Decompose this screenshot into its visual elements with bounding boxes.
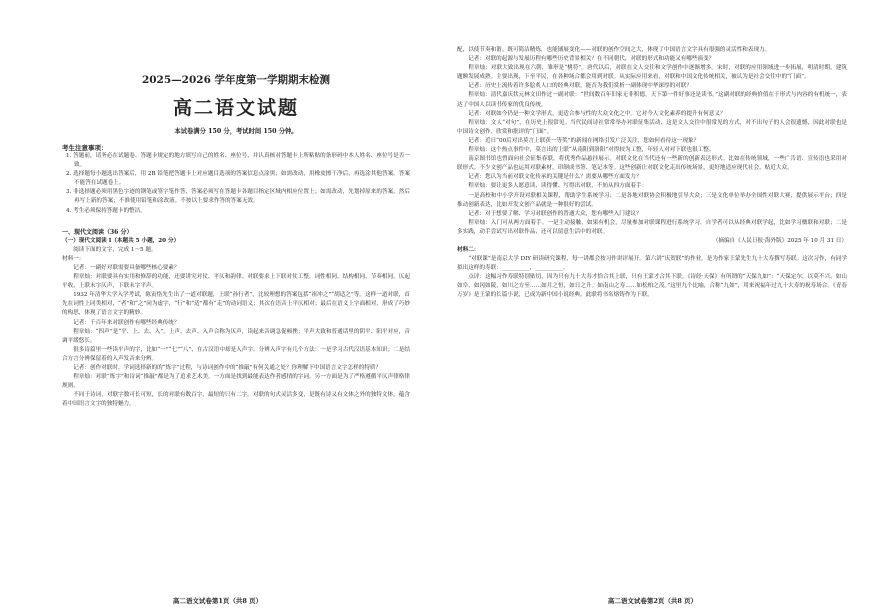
exam-title: 2025—2026 学年度第一学期期末检测 [141,74,331,86]
page-1-content [62,70,410,585]
notes-header: 考生注意事项： [62,144,108,152]
material-label: 材料二： [457,246,480,253]
paragraph: 程章灿：文人“对句”，在历史上很常见。当代民间诗社常常举办对联征集活动，这是文人交往中很常见的方式，对不出句子的人会很遗憾，因此对联也是中国诗文创作、欣赏和批评的“门面”。 [457,119,847,135]
paragraph: 程章灿：“四声”是“平、上、去、入”。上声、去声、入声合称为仄声，读起来音调急促顿挫；平声大致和普通话里的阴平、阳平对应，音调平缓悠长。 [62,328,410,344]
paragraph: 1932 年清华大学入学考试，陈寅恪先生出了一道对联题，上联“孙行者”，比较理想的答案包括“祖冲之”“胡适之”等。这样一道对联，首先在词性上同类相对，“者”和“之”同为虚字，“行”和“适”都有“走”的动词语义；其次在语音上平仄相对；最后在语义上字面相对，形成了巧妙的构思，体现了语言文字的精妙。 [62,292,410,317]
paragraph: 点评：这幅习作寿联特别贴切，因为只有九十大寿才恰合其上联，只有王蒙才合其下联。《诗经·天保》有所谓的“天保九如”：“天保定尔，以莫不兴。如山如阜，如冈如陵，如川之方至……如月之恒，如日之升。如南山之寿……如松柏之茂。”这里九个比喻，合称“九如”，用来祝福年过九十大寿的祝寿场合。《青春万岁》是王蒙的长篇小说，已成为新中国小说经典。此联将书名熔铸作为下联。 [457,274,847,299]
paragraph: 记者：创作对联时，学词选择新的的“炼字”过程，与诗词创作中的“推敲”有何关通之处？你理解下中国语言文字怎样的特质？ [73,364,382,371]
paragraph: 记者：对于想要了解、学习对联创作的普通大众，您有哪些入门建议？ [468,210,642,217]
score-line: 本试卷满分 150 分，考试时间 150 分钟。 [174,128,298,135]
paragraph: 记者：对联的起源与发展历程有哪些历史背景相关？在不同朝代，对联的形式和功能又有哪些演变？ [468,56,715,63]
paragraph: “对联课”是南京大学 DIY 研读研究课程，每一讲都会按习作讲评展开。第六讲“庆贺联”的作业，是为作家王蒙先生九十大寿撰写寿联。这次习作，有同学拟出这样的寿联：__________，__________。 [457,256,847,272]
material-label: 材料一： [62,255,85,262]
page-footer: 高二语文试卷第1页（共8 页） [172,597,263,605]
paragraph: 记者：对联如今仍是一种文学形式，更适合参与性的大众文化之中。它对今人文化素养的提升有何意义？ [468,110,726,117]
source-citation: （摘编自《人民日报·海外版》2025 年 10 月 31 日） [712,237,847,244]
note-item: 2. 选择题每小题选出答案后，用 2B 铅笔把答题卡上对应题目选项的答案信息点涂黑；如需改动，用橡皮擦干净后，再选涂其他答案。答案不能答在试题卷上。 [66,171,410,187]
paragraph: 南京图书馆也曾面向社会征集春联，将优秀作品悬挂展示。对联文化在当代还有一些新的创新表达形式。比如在传统领域，一些广告语、宣传语也采用对联形式。不少文创产品也运用对联素材，印制成书签、笔记本等。这些创新让对联文化走出传统场景，更好地适应现代社会，贴近大众。 [457,156,847,172]
paragraph: 程章灿：这个热点事件中，莫言出的上联“从南阳到洛阳”对得较为工整，年轻人对对下联也很工整。 [468,147,715,154]
paragraph: 程章灿：清代嘉庆状元林文田作过一副对联：“世间数百年旧家无非积德，天下第一件好事还是读书。”这副对联的经典价值在于形式与内容的有机统一，表达了中国人以读书传家的优良传统。 [457,92,847,108]
note-item: 3. 非选择题必须用黑色字迹的钢笔或签字笔作答，答案必须写在答题卡各题目指定区域内相应位置上；如需改动，先划掉原来的答案，然后再写上新的答案；不准使用铅笔和涂改液。不按以上要求作答的答案无效。 [66,189,410,205]
note-item: 4. 考生必须保持答题卡的整洁。 [66,207,146,214]
exam-page-2 [435,0,870,615]
paragraph: 记者：一副好对联需要具备哪些核心要素？ [73,264,180,271]
paragraph: 程章灿：要让更多人愿意读、读得懂、写得出对联，不妨从四方面着手： [468,183,648,190]
paragraph: 配，以使节奏和谐。既可简洁精炼，也能铺展变化——对联的创作空间之大，体现了中国语言文字具有很强的灵活性和表现力。 [457,47,771,53]
subsection-heading: （一）现代文阅读 I（本题共 5 小题，20 分） [62,237,180,244]
page-2-content [457,46,847,585]
section-heading: 一、现代文阅读（36 分） [62,228,133,236]
paragraph: 程章灿：入门可从两方面着手。一是主动接触，如果有机会，尽量参加对联课程进行系统学习，自学者可以从经典对联学起，比如学习楹联和对联；二是多实践，动手尝试写出对联作品，还可以留意生活中的对联。 [457,219,847,235]
paragraph: 程章灿：对联“炼字”和诗词“推敲”都是为了追求艺术美，一方面是找到最能表达作者感情的字词，另一方面是为了严格遵循平仄声律格律规则。 [62,374,410,390]
paragraph: 记者：历史上流传着许多脍炙人口的经典对联，能否为我们赏析一副体现中华深厚的对联？ [468,83,692,90]
paragraph: 程章灿：对联大致出现在六朝，雏形是“桃符”。唐代以后，对联在文人交往和文学创作中逐渐增多。宋时，对联的应用领域进一步拓展，明清时期，建筑题额发展成熟。主要出现，下至平民，在各种场合都会用到对联。从实际应用来看，对联和中国文化传统相关，被认为是社会交往中的“门面”。 [457,65,847,81]
paragraph: 程章灿：对联要具有实用和修辞的功能，还要讲究对仗、平仄和韵律。对联要求上下联对仗工整，词性相同、结构相同、节奏相同。仄起平收，上联末字仄声，下联末字平声。 [62,274,410,290]
paragraph: 记者：千百年来对联创作有哪些经典传统？ [73,319,180,326]
paragraph: 很多诗篇里一些读平声的字，比如“一”“七”“八”，在古汉语中却是入声字。分辨入声字有几个方法：一是学习古代汉语基本知识；二是结合方言分辨保留着的入声发音来分辨。 [62,346,410,362]
paragraph: 记者：近日“00后对出莫言上联获一等奖”的新闻在网络引发广泛关注，您如何看待这一现象？ [468,137,700,144]
subject-title: 高二语文试题 [172,97,299,119]
note-item: 1. 答题前，请务必在试题卷、答题卡规定的地方填写自己的姓名、座位号，并认真核对答题卡上所粘贴的条形码中本人姓名、座位号是否一致。 [66,153,410,169]
paragraph: 不同于诗词，对联字数可长可短，长的对联有数百字，最短的只有二字。对联的句式灵活多变，是既有诗又有文体之外的独特文体，蕴含着中国语言文字的独特魅力。 [62,392,410,408]
page-footer: 高二语文试卷第2页（共8 页） [607,597,698,605]
instruction: 阅读下面的文字，完成 1～5 题。 [73,246,157,253]
paragraph: 记者：您认为当前对联文化传承的关键是什么？需要从哪些方面发力？ [468,174,642,181]
paragraph: 一是高校和中小学开设对联相关课程，帮助学生系统学习；二是各地对联协会积极地引导大众；三是文化单位举办全国性对联大赛，提供展示平台；四是推动创新表达，比如开发文创产品就是一种很好的尝试。 [457,192,847,208]
